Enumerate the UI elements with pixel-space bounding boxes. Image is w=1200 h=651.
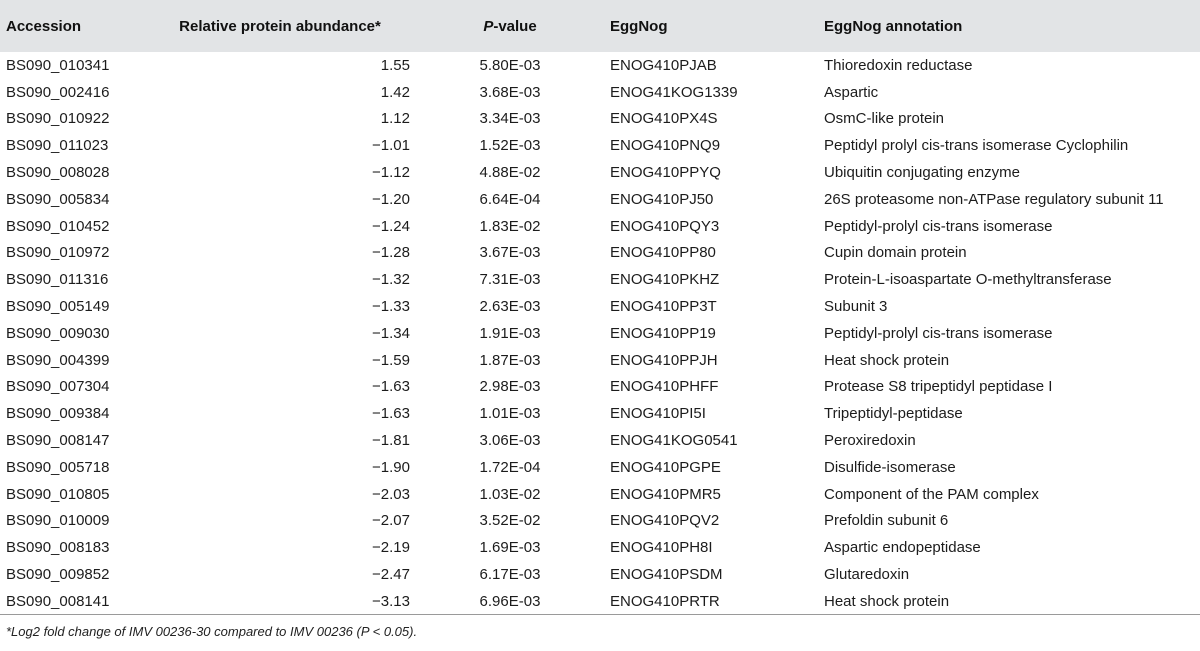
cell-eggnog-annotation: Tripeptidyl-peptidase [824,405,963,423]
cell-eggnog-annotation: Peroxiredoxin [824,432,916,450]
table-row [0,320,1200,347]
cell-eggnog: ENOG410PH8I [610,539,713,557]
cell-relative-abundance: −1.24 [372,217,410,235]
cell-relative-abundance: −2.47 [372,566,410,584]
cell-relative-abundance: −1.90 [372,458,410,476]
table-row [0,400,1200,427]
cell-eggnog: ENOG410PSDM [610,566,723,584]
cell-eggnog: ENOG410PPYQ [610,164,721,182]
cell-eggnog-annotation: Peptidyl-prolyl cis-trans isomerase [824,324,1053,342]
cell-eggnog-annotation: Component of the PAM complex [824,485,1039,503]
cell-accession: BS090_008183 [6,539,110,557]
cell-accession: BS090_002416 [6,83,110,101]
cell-eggnog-annotation: Aspartic [824,83,879,101]
cell-relative-abundance: −2.07 [372,512,410,530]
cell-accession: BS090_007304 [6,378,110,396]
header-p-italic: P [483,17,494,35]
cell-accession: BS090_011023 [6,137,109,155]
cell-eggnog: ENOG410PX4S [610,110,718,128]
table-header-row [0,0,1200,52]
table-row [0,79,1200,106]
cell-relative-abundance: −1.28 [372,244,410,262]
cell-eggnog: ENOG410PJAB [610,56,717,74]
cell-eggnog: ENOG410PI5I [610,405,706,423]
table-row [0,266,1200,293]
cell-p-value: 7.31E-03 [479,271,541,289]
cell-relative-abundance: −1.32 [372,271,410,289]
cell-accession: BS090_010452 [6,217,110,235]
cell-accession: BS090_005834 [6,190,110,208]
cell-p-value: 4.88E-02 [479,164,541,182]
cell-p-value: 3.68E-03 [479,83,541,101]
cell-eggnog-annotation: Protein-L-isoaspartate O-methyltransferase [824,271,1112,289]
cell-p-value: 1.91E-03 [479,324,541,342]
cell-eggnog-annotation: Protease S8 tripeptidyl peptidase I [824,378,1053,396]
cell-p-value: 1.03E-02 [479,485,541,503]
cell-accession: BS090_010922 [6,110,110,128]
cell-p-value: 1.72E-04 [479,458,541,476]
table-row [0,186,1200,213]
cell-relative-abundance: −2.19 [372,539,410,557]
cell-eggnog-annotation: Cupin domain protein [824,244,967,262]
cell-eggnog: ENOG410PGPE [610,458,721,476]
cell-eggnog-annotation: Peptidyl prolyl cis-trans isomerase Cyclophilin [824,137,1129,155]
cell-eggnog: ENOG410PJ50 [610,190,714,208]
cell-eggnog-annotation: Subunit 3 [824,298,888,316]
header-relative-abundance: Relative protein abundance* [179,17,381,35]
cell-p-value: 2.98E-03 [479,378,541,396]
cell-accession: BS090_009852 [6,566,110,584]
cell-p-value: 1.69E-03 [479,539,541,557]
cell-accession: BS090_010805 [6,485,110,503]
cell-eggnog: ENOG410PP3T [610,298,717,316]
cell-accession: BS090_008141 [0,588,150,615]
header-p-rest: -value [493,17,537,35]
cell-eggnog: ENOG410PQY3 [610,217,720,235]
table-row [0,374,1200,401]
cell-eggnog: ENOG410PMR5 [610,485,721,503]
cell-relative-abundance: −2.03 [372,485,410,503]
cell-eggnog: ENOG410PNQ9 [610,137,721,155]
cell-accession: BS090_008028 [6,164,110,182]
table-row [0,508,1200,535]
table-row [0,132,1200,159]
cell-relative-abundance: −1.20 [372,190,410,208]
cell-p-value: 2.63E-03 [479,298,541,316]
header-eggnog-annotation: EggNog annotation [824,17,963,35]
cell-accession: BS090_010009 [6,512,110,530]
cell-p-value: 5.80E-03 [479,56,541,74]
cell-accession: BS090_010972 [6,244,110,262]
cell-p-value: 6.64E-04 [479,190,541,208]
table-row [0,293,1200,320]
table-row [0,347,1200,374]
table-row [0,240,1200,267]
cell-eggnog-annotation: Peptidyl-prolyl cis-trans isomerase [824,217,1053,235]
cell-accession: BS090_009030 [6,324,110,342]
table-row [0,588,1200,615]
cell-eggnog-annotation: Ubiquitin conjugating enzyme [824,164,1020,182]
cell-eggnog-annotation: Disulfide-isomerase [824,458,956,476]
table-row [0,427,1200,454]
cell-eggnog-annotation: OsmC-like protein [824,110,945,128]
cell-eggnog-annotation: Prefoldin subunit 6 [824,512,949,530]
cell-accession: BS090_008147 [6,432,110,450]
cell-eggnog-annotation: Thioredoxin reductase [824,56,973,74]
cell-p-value: 3.34E-03 [479,110,541,128]
cell-eggnog-annotation: 26S proteasome non-ATPase regulatory subunit 11 [824,190,1164,208]
cell-eggnog: ENOG410PQV2 [610,512,720,530]
cell-accession: BS090_011316 [6,271,109,289]
cell-p-value: 1.01E-03 [479,405,541,423]
cell-p-value: 3.06E-03 [479,432,541,450]
cell-relative-abundance: −1.01 [372,137,410,155]
cell-eggnog: ENOG410PPJH [610,351,718,369]
cell-accession: BS090_010341 [6,56,110,74]
cell-relative-abundance: −1.63 [372,405,410,423]
cell-eggnog: ENOG410PRTR [610,588,824,615]
cell-eggnog: ENOG410PKHZ [610,271,720,289]
cell-accession: BS090_005149 [6,298,110,316]
cell-p-value: 6.17E-03 [479,566,541,584]
cell-p-value: 1.87E-03 [479,351,541,369]
table-row [0,534,1200,561]
cell-eggnog: ENOG410PHFF [610,378,719,396]
cell-relative-abundance: −1.12 [372,164,410,182]
table-row [0,481,1200,508]
table-body [0,52,1200,615]
cell-relative-abundance: 1.12 [380,110,410,128]
cell-eggnog-annotation: Glutaredoxin [824,566,910,584]
table-row [0,213,1200,240]
cell-accession: BS090_005718 [6,458,110,476]
cell-eggnog-annotation: Aspartic endopeptidase [824,539,981,557]
table-footnote: *Log2 fold change of IMV 00236-30 compared to IMV 00236 (P < 0.05). [6,624,418,639]
header-eggnog: EggNog [610,17,668,35]
cell-relative-abundance: 1.55 [380,56,410,74]
cell-p-value: 3.52E-02 [479,512,541,530]
cell-eggnog: ENOG41KOG1339 [610,83,738,101]
header-accession: Accession [6,17,82,35]
cell-eggnog-annotation: Heat shock protein [824,351,950,369]
cell-p-value: 1.52E-03 [479,137,541,155]
cell-relative-abundance: −1.34 [372,324,410,342]
table-row [0,454,1200,481]
cell-relative-abundance: −1.33 [372,298,410,316]
table-row [0,561,1200,588]
cell-relative-abundance: −1.63 [372,378,410,396]
header-p-value [410,0,610,52]
cell-relative-abundance: −1.81 [372,432,410,450]
cell-p-value: 1.83E-02 [479,217,541,235]
cell-relative-abundance: 1.42 [380,83,410,101]
cell-accession: BS090_009384 [6,405,110,423]
cell-relative-abundance: −3.13 [150,588,410,615]
cell-eggnog: ENOG410PP19 [610,324,716,342]
cell-accession: BS090_004399 [6,351,110,369]
table-row [0,159,1200,186]
cell-relative-abundance: −1.59 [372,351,410,369]
cell-eggnog: ENOG41KOG0541 [610,432,738,450]
cell-eggnog: ENOG410PP80 [610,244,716,262]
table-row [0,106,1200,133]
cell-eggnog-annotation: Heat shock protein [824,588,1200,615]
cell-p-value: 3.67E-03 [479,244,541,262]
table-row [0,52,1200,79]
cell-p-value: 6.96E-03 [410,588,610,615]
